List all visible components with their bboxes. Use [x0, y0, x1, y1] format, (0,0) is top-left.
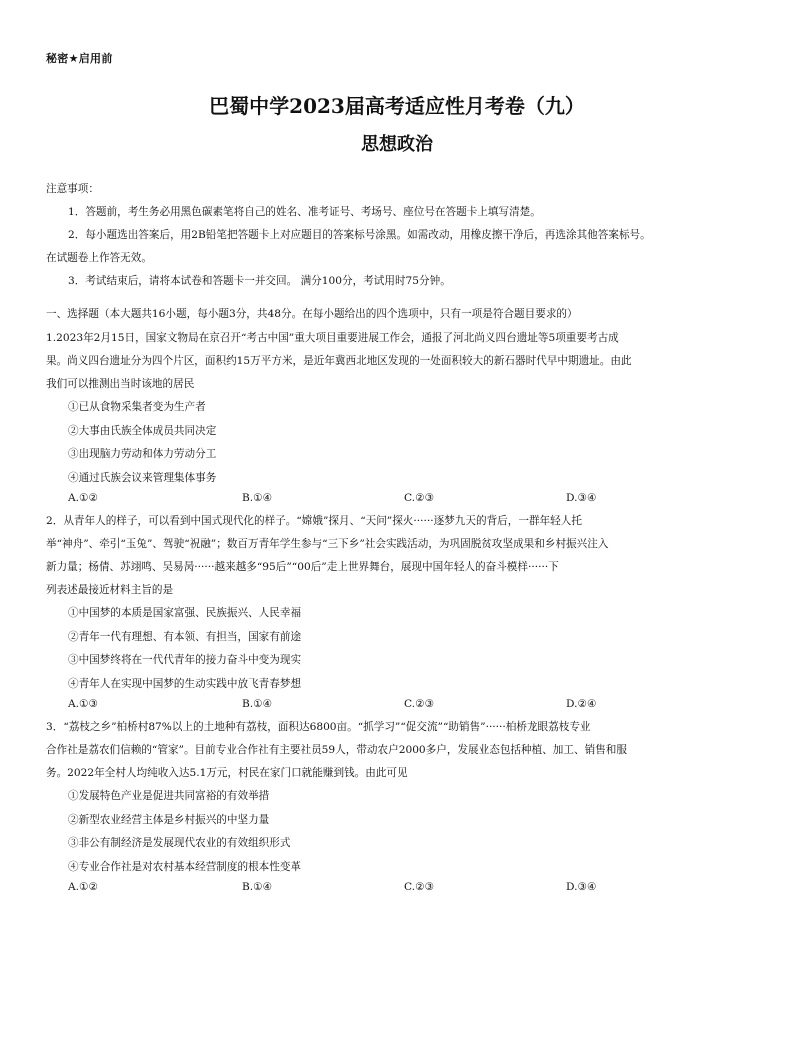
answer-option-c: C.②③ [404, 492, 435, 504]
notice-item-1: 1．答题前，考生务必用黑色碳素笔将自己的姓名、准考证号、考场号、座位号在答题卡上填写清楚。 [68, 206, 541, 218]
question-3-stem-line: 合作社是荔农们信赖的“管家”。目前专业合作社有主要社员59人，带动农户2000多户，发展业态包括种植、加工、销售和服 [46, 744, 627, 756]
question-2-stem-line: 新力量；杨倩、苏翊鸣、吴易昺······越来越多“95后”“00后”走上世界舞台，展现中国年轻人的奋斗模样······下 [46, 561, 559, 573]
question-3-stem-line: 务。2022年全村人均纯收入达5.1万元，村民在家门口就能赚到钱。由此可见 [46, 767, 408, 779]
answer-option-b: B.①④ [242, 698, 273, 710]
answer-option-d: D.③④ [566, 881, 597, 893]
question-3-statement: ④专业合作社是对农村基本经营制度的根本性变革 [68, 860, 302, 873]
notice-item-3: 3．考试结束后，请将本试卷和答题卡一并交回。 满分100分，考试用时75分钟。 [68, 275, 451, 287]
question-1 [46, 327, 752, 506]
question-1-statement: ①已从食物采集者变为生产者 [68, 401, 206, 413]
question-1-stem-line: 1.2023年2月15日，国家文物局在京召开“考古中国”重大项目重要进展工作会，通报了河北尚义四台遗址等5项重要考古成 [46, 332, 619, 344]
question-1-statement: ③出现脑力劳动和体力劳动分工 [68, 448, 217, 460]
question-2-statement: ④青年人在实现中国梦的生动实践中放飞青春梦想 [68, 677, 302, 690]
question-2-answers [46, 696, 752, 712]
answer-option-d: D.③④ [566, 492, 597, 504]
answer-option-c: C.②③ [404, 881, 435, 893]
question-3-answers [46, 879, 752, 895]
answer-option-a: A.①② [68, 492, 99, 504]
question-1-stem-line: 我们可以推测出当时该地的居民 [46, 378, 195, 390]
question-3-statement: ①发展特色产业是促进共同富裕的有效举措 [68, 790, 270, 802]
confidential-label: 秘密★启用前 [46, 52, 113, 65]
question-3-stem-line: 3．“荔枝之乡”柏桥村87%以上的土地种有荔枝，面积达6800亩。“抓学习”“促交流”“助销售”······柏桥龙眼荔枝专业 [46, 721, 591, 733]
answer-option-a: A.①③ [68, 698, 99, 710]
choice-section [46, 303, 752, 326]
question-1-stem-line: 果。尚义四台遗址分为四个片区，面积约15万平方米，是近年冀西北地区发现的一处面积较大的新石器时代早中期遗址。由此 [46, 355, 632, 367]
answer-option-a: A.①② [68, 881, 99, 893]
question-2-statement: ①中国梦的本质是国家富强、民族振兴、人民幸福 [68, 607, 302, 619]
answer-option-d: D.②④ [566, 698, 597, 710]
question-2-statement: ③中国梦终将在一代代青年的接力奋斗中变为现实 [68, 654, 302, 666]
notice-item-2-cont: 在试题卷上作答无效。 [46, 252, 152, 264]
notice-item-2: 2．每小题选出答案后，用2B铅笔把答题卡上对应题目的答案标号涂黑。如需改动，用橡皮擦干净后，再选涂其他答案标号。 [68, 229, 651, 241]
question-3-statement: ②新型农业经营主体是乡村振兴的中坚力量 [68, 813, 270, 826]
question-1-answers [46, 490, 752, 506]
question-3 [46, 716, 752, 895]
exam-subject: 思想政治 [361, 134, 433, 155]
question-2 [46, 510, 752, 712]
question-1-statement: ②大事由氏族全体成员共同决定 [68, 424, 217, 437]
question-2-stem-line: 2．从青年人的样子，可以看到中国式现代化的样子。“嫦娥”探月、“天问”探火······逐梦九天的背后，一群年轻人托 [46, 515, 582, 527]
question-3-statement: ③非公有制经济是发展现代农业的有效组织形式 [68, 837, 291, 849]
section-heading: 一、选择题（本大题共16小题，每小题3分，共48分。在每小题给出的四个选项中，只有一项是符合题目要求的） [46, 308, 578, 320]
question-2-stem-line: 举“神舟”、牵引“玉兔”、驾驶“祝融”；数百万青年学生参与“三下乡”社会实践活动，为巩固脱贫攻坚成果和乡村振兴注入 [46, 538, 609, 550]
question-2-statement: ②青年一代有理想、有本领、有担当，国家有前途 [68, 630, 302, 643]
question-1-statement: ④通过氏族会议来管理集体事务 [68, 471, 217, 484]
answer-option-b: B.①④ [242, 492, 273, 504]
answer-option-c: C.②③ [404, 698, 435, 710]
notice-heading: 注意事项： [46, 183, 99, 195]
exam-title: 巴蜀中学2023届高考适应性月考卷（九） [209, 94, 585, 118]
question-2-stem-line: 列表述最接近材料主旨的是 [46, 584, 174, 596]
notice-section [46, 178, 752, 293]
answer-option-b: B.①④ [242, 881, 273, 893]
